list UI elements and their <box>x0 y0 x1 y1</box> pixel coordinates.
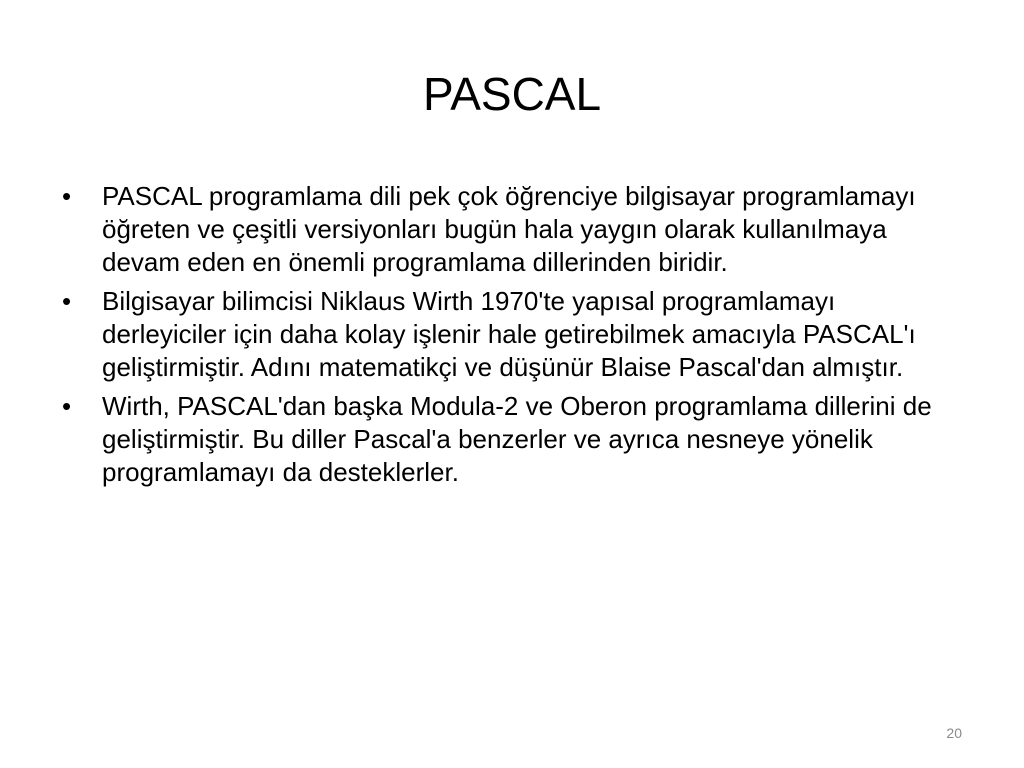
bullet-icon: • <box>62 181 72 211</box>
bullet-item-3 <box>62 390 962 489</box>
bullet-list <box>62 180 962 495</box>
slide-title: PASCAL <box>422 68 602 120</box>
bullet-item-2 <box>62 285 962 384</box>
bullet-text-3: Wirth, PASCAL'dan başka Modula-2 ve Oberon programlama dillerini de geliştirmiştir. Bu diller Pascal'a benzerler ve ayrıca nesneye yönelik programlamayı da desteklerler. <box>102 391 932 487</box>
bullet-item-1 <box>62 180 962 279</box>
bullet-icon: • <box>62 286 72 316</box>
bullet-text-1: PASCAL programlama dili pek çok öğrenciye bilgisayar programlamayı öğreten ve çeşitli versiyonları bugün hala yaygın olarak kullanılmaya devam eden en önemli programlama dillerinden biridir. <box>102 181 916 277</box>
bullet-text-2: Bilgisayar bilimcisi Niklaus Wirth 1970'te yapısal programlamayı derleyiciler için daha kolay işlenir hale getirebilmek amacıyla PASCAL'ı geliştirmiştir. Adını matematikçi ve düşünür Blaise Pascal'dan almıştır. <box>102 286 916 382</box>
page-number: 20 <box>946 725 962 741</box>
bullet-icon: • <box>62 391 72 421</box>
